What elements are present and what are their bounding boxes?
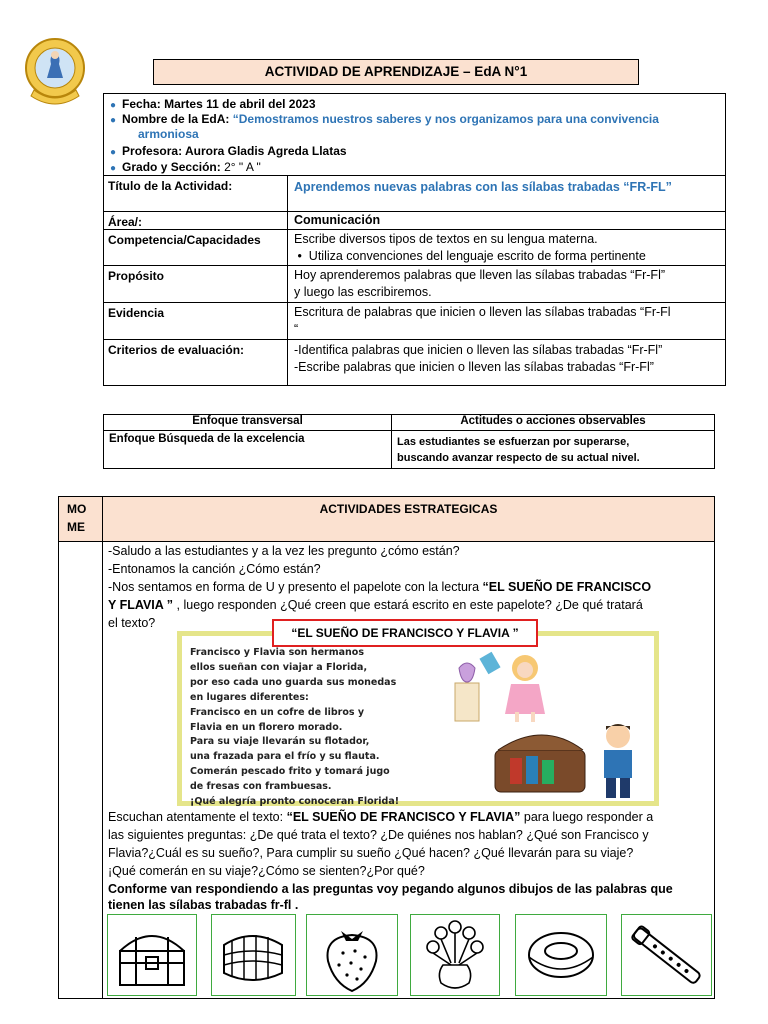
- row-area: Área/: Comunicación: [104, 212, 725, 230]
- boy-with-chest-illustration-icon: [490, 720, 655, 802]
- paragraph-lectura-2: Y FLAVIA ” , luego responden ¿Qué creen que estará escrito en este papelote? ¿De qué tratará: [108, 598, 643, 612]
- nombre-line-2: armoniosa: [138, 127, 199, 141]
- picture-card-florero: [410, 914, 500, 996]
- flower-vase-icon: [411, 915, 499, 995]
- mome-header: MO ME: [59, 497, 103, 542]
- row-competencia: Competencia/Capacidades Escribe diversos tipos de textos en su lengua materna. • Utiliza convenciones del lenguaje escrito de forma pertinente: [104, 230, 725, 266]
- picture-card-cofre: [107, 914, 197, 996]
- picture-card-fresa: [306, 914, 398, 996]
- picture-card-flotador: [515, 914, 607, 996]
- story-title: “EL SUEÑO DE FRANCISCO Y FLAVIA ”: [272, 619, 538, 647]
- paragraph-cancion: -Entonamos la canción ¿Cómo están?: [108, 562, 321, 576]
- activities-header: ACTIVIDADES ESTRATEGICAS: [103, 497, 714, 542]
- paragraph-preguntas-2: Flavia?¿Cuál es su sueño?, Para cumplir su sueño ¿Qué hacen? ¿Qué llevarán para su viaje?: [108, 846, 634, 860]
- grado-line: ● Grado y Sección: 2° " A ": [110, 160, 261, 174]
- paragraph-conforme: Conforme van respondiendo a las preguntas voy pegando algunos dibujos de las palabras que: [108, 882, 673, 896]
- blanket-icon: [212, 915, 295, 995]
- profesora-line: ● Profesora: Aurora Gladis Agreda Llatas: [110, 144, 347, 158]
- nombre-line: ● Nombre de la EdA: “Demostramos nuestros saberes y nos organizamos para una convivencia: [110, 112, 659, 126]
- chest-icon: [108, 915, 196, 995]
- flute-icon: [622, 915, 711, 995]
- paragraph-lectura-3: el texto?: [108, 616, 156, 630]
- paragraph-conforme-2: tienen las sílabas trabadas fr-fl .: [108, 898, 299, 912]
- school-logo-icon: [22, 38, 88, 106]
- row-titulo: Título de la Actividad: Aprendemos nuevas palabras con las sílabas trabadas “FR-FL”: [104, 176, 725, 212]
- paragraph-escuchan: Escuchan atentamente el texto: “EL SUEÑO DE FRANCISCO Y FLAVIA” para luego responder a: [108, 810, 654, 824]
- enfoque-table: Enfoque transversal Actitudes o acciones observables Enfoque Búsqueda de la excelencia Las estudiantes se esfuerzan por superarse, buscando avanzar respecto de su actual nivel.: [103, 414, 715, 469]
- paragraph-preguntas-3: ¡Qué comerán en su viaje?¿Cómo se sienten?¿Por qué?: [108, 864, 425, 878]
- paragraph-lectura: -Nos sentamos en forma de U y presento el papelote con la lectura “EL SUEÑO DE FRANCISCO: [108, 580, 652, 594]
- picture-card-flauta: [621, 914, 712, 996]
- story-text: Francisco y Flavia son hermanos ellos sueñan con viajar a Florida, por eso cada uno guarda sus monedas en lugares diferentes: Francisco en un cofre de libros y Flavia en un florero morado. Para su viaje llevarán su flotador, una frazada para el frío y su flauta. Comerán pescado frito y tomará jugo de fresas con frambuesas. ¡Qué alegría pronto conoceran Florida!: [190, 647, 400, 808]
- row-criterios: Criterios de evaluación: -Identifica palabras que inicien o lleven las sílabas trabadas “Fr-Fl” -Escribe palabras que inicien o lleven las sílabas trabadas “Fr-Fl”: [104, 340, 725, 385]
- page-title: ACTIVIDAD DE APRENDIZAJE – EdA N°1: [153, 59, 639, 85]
- float-ring-icon: [516, 915, 606, 995]
- row-proposito: Propósito Hoy aprenderemos palabras que lleven las sílabas trabadas “Fr-Fl” y luego las escribiremos.: [104, 266, 725, 303]
- fecha-line: ● Fecha: Martes 11 de abril del 2023: [110, 97, 316, 111]
- girl-with-vase-illustration-icon: [445, 648, 550, 723]
- row-evidencia: Evidencia Escritura de palabras que inicien o lleven las sílabas trabadas “Fr-Fl “: [104, 303, 725, 340]
- paragraph-saludo: -Saludo a las estudiantes y a la vez les pregunto ¿cómo están?: [108, 544, 460, 558]
- picture-card-frazada: [211, 914, 296, 996]
- strawberry-icon: [307, 915, 397, 995]
- info-table: [103, 93, 726, 386]
- paragraph-preguntas-1: las siguientes preguntas: ¿De qué trata el texto? ¿De quiénes nos hablan? ¿Qué son Francisco y: [108, 828, 649, 842]
- info-header: [104, 94, 725, 176]
